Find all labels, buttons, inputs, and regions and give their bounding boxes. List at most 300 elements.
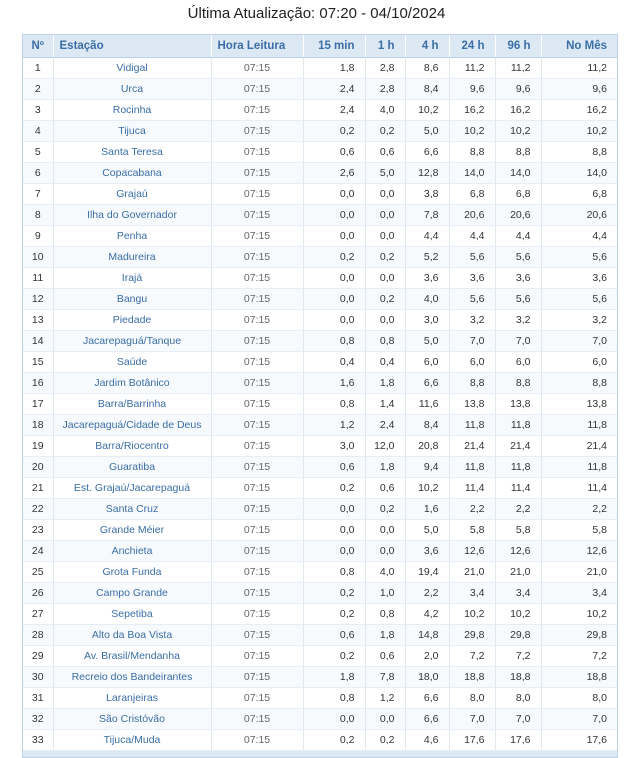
cell-15min: 0,2 [303,121,365,142]
cell-24h: 17,6 [449,730,495,751]
cell-station[interactable]: Sepetiba [53,604,211,625]
cell-num: 8 [23,205,53,226]
cell-time: 07:15 [211,583,303,604]
cell-96h: 8,8 [495,142,541,163]
cell-24h: 12,6 [449,541,495,562]
cell-4h: 11,6 [405,394,449,415]
cell-96h: 10,2 [495,121,541,142]
cell-station[interactable]: Est. Grajaú/Jacarepaguá [53,478,211,499]
header-num[interactable]: Nº [23,35,53,58]
cell-4h: 5,0 [405,121,449,142]
table-row [23,478,617,499]
cell-4h: 2,2 [405,583,449,604]
table-row [23,604,617,625]
cell-time: 07:15 [211,520,303,541]
rainfall-table [23,35,617,751]
cell-month: 11,2 [541,58,617,79]
cell-96h: 21,4 [495,436,541,457]
header-96h[interactable]: 96 h [495,35,541,58]
cell-4h: 1,6 [405,499,449,520]
table-row [23,184,617,205]
cell-15min: 0,8 [303,562,365,583]
cell-num: 3 [23,100,53,121]
table-row [23,667,617,688]
cell-month: 7,0 [541,331,617,352]
cell-96h: 16,2 [495,100,541,121]
cell-num: 29 [23,646,53,667]
cell-station[interactable]: Av. Brasil/Mendanha [53,646,211,667]
cell-station[interactable]: Saúde [53,352,211,373]
cell-4h: 6,0 [405,352,449,373]
page-title: Última Atualização: 07:20 - 04/10/2024 [187,5,446,22]
cell-time: 07:15 [211,205,303,226]
cell-station[interactable]: Recreio dos Bandeirantes [53,667,211,688]
cell-4h: 5,2 [405,247,449,268]
cell-96h: 6,8 [495,184,541,205]
cell-station[interactable]: Tijuca [53,121,211,142]
cell-4h: 4,2 [405,604,449,625]
cell-96h: 18,8 [495,667,541,688]
cell-15min: 3,0 [303,436,365,457]
cell-24h: 8,8 [449,373,495,394]
cell-4h: 8,6 [405,58,449,79]
cell-96h: 11,8 [495,415,541,436]
cell-4h: 8,4 [405,415,449,436]
cell-1h: 0,8 [365,604,405,625]
table-row [23,499,617,520]
cell-station[interactable]: Guaratiba [53,457,211,478]
table-row [23,373,617,394]
table-header-row [23,35,617,58]
table-row [23,562,617,583]
cell-month: 18,8 [541,667,617,688]
cell-4h: 3,8 [405,184,449,205]
cell-96h: 7,2 [495,646,541,667]
cell-time: 07:15 [211,457,303,478]
cell-24h: 6,0 [449,352,495,373]
cell-4h: 10,2 [405,478,449,499]
cell-1h: 0,2 [365,730,405,751]
cell-month: 6,8 [541,184,617,205]
cell-24h: 11,4 [449,478,495,499]
cell-96h: 29,8 [495,625,541,646]
cell-num: 13 [23,310,53,331]
header-1h[interactable]: 1 h [365,35,405,58]
cell-station[interactable]: Penha [53,226,211,247]
cell-1h: 0,8 [365,331,405,352]
cell-time: 07:15 [211,373,303,394]
cell-4h: 19,4 [405,562,449,583]
header-time[interactable]: Hora Leitura [211,35,303,58]
cell-num: 10 [23,247,53,268]
cell-num: 11 [23,268,53,289]
cell-time: 07:15 [211,730,303,751]
table-row [23,142,617,163]
cell-24h: 13,8 [449,394,495,415]
cell-1h: 0,0 [365,541,405,562]
cell-96h: 3,6 [495,268,541,289]
cell-1h: 0,0 [365,184,405,205]
table-row [23,289,617,310]
cell-15min: 0,0 [303,709,365,730]
cell-station[interactable]: Piedade [53,310,211,331]
cell-96h: 5,6 [495,247,541,268]
cell-15min: 0,0 [303,310,365,331]
cell-month: 11,8 [541,457,617,478]
cell-4h: 14,8 [405,625,449,646]
header-month[interactable]: No Mês [541,35,617,58]
cell-15min: 0,8 [303,688,365,709]
cell-month: 10,2 [541,121,617,142]
cell-4h: 6,6 [405,373,449,394]
cell-station[interactable]: Barra/Barrinha [53,394,211,415]
cell-station[interactable]: Tijuca/Muda [53,730,211,751]
cell-24h: 14,0 [449,163,495,184]
cell-15min: 2,4 [303,79,365,100]
cell-num: 5 [23,142,53,163]
cell-15min: 0,0 [303,499,365,520]
cell-station[interactable]: Grota Funda [53,562,211,583]
cell-24h: 3,6 [449,268,495,289]
cell-month: 6,0 [541,352,617,373]
table-row [23,436,617,457]
cell-96h: 13,8 [495,394,541,415]
cell-96h: 7,0 [495,709,541,730]
cell-4h: 6,6 [405,688,449,709]
cell-24h: 21,0 [449,562,495,583]
table-row [23,646,617,667]
cell-15min: 2,6 [303,163,365,184]
cell-time: 07:15 [211,58,303,79]
cell-96h: 17,6 [495,730,541,751]
cell-24h: 11,8 [449,415,495,436]
cell-month: 4,4 [541,226,617,247]
cell-month: 21,0 [541,562,617,583]
cell-time: 07:15 [211,394,303,415]
cell-15min: 0,6 [303,142,365,163]
cell-num: 31 [23,688,53,709]
header-15min[interactable]: 15 min [303,35,365,58]
cell-month: 9,6 [541,79,617,100]
cell-15min: 0,2 [303,646,365,667]
cell-num: 15 [23,352,53,373]
cell-1h: 4,0 [365,100,405,121]
cell-time: 07:15 [211,541,303,562]
cell-96h: 5,8 [495,520,541,541]
cell-time: 07:15 [211,625,303,646]
cell-num: 18 [23,415,53,436]
cell-96h: 3,2 [495,310,541,331]
table-row [23,688,617,709]
cell-station[interactable]: Grande Méier [53,520,211,541]
cell-4h: 6,6 [405,142,449,163]
cell-24h: 3,4 [449,583,495,604]
cell-station[interactable]: Rocinha [53,100,211,121]
cell-24h: 7,0 [449,331,495,352]
cell-1h: 1,8 [365,457,405,478]
cell-station[interactable]: Jardim Botânico [53,373,211,394]
cell-num: 1 [23,58,53,79]
cell-station[interactable]: Anchieta [53,541,211,562]
cell-month: 14,0 [541,163,617,184]
cell-num: 23 [23,520,53,541]
cell-num: 12 [23,289,53,310]
cell-96h: 11,8 [495,457,541,478]
table-row [23,415,617,436]
table-body [23,58,617,751]
cell-15min: 0,0 [303,226,365,247]
cell-time: 07:15 [211,310,303,331]
cell-station[interactable]: Copacabana [53,163,211,184]
cell-24h: 9,6 [449,79,495,100]
cell-24h: 10,2 [449,121,495,142]
cell-month: 11,8 [541,415,617,436]
cell-15min: 0,2 [303,604,365,625]
cell-1h: 2,4 [365,415,405,436]
cell-time: 07:15 [211,709,303,730]
cell-1h: 1,4 [365,394,405,415]
cell-24h: 6,8 [449,184,495,205]
cell-num: 16 [23,373,53,394]
cell-time: 07:15 [211,331,303,352]
cell-96h: 14,0 [495,163,541,184]
cell-month: 10,2 [541,604,617,625]
cell-15min: 0,4 [303,352,365,373]
cell-num: 21 [23,478,53,499]
cell-15min: 0,2 [303,583,365,604]
cell-1h: 4,0 [365,562,405,583]
cell-month: 8,8 [541,142,617,163]
cell-1h: 5,0 [365,163,405,184]
table-row [23,226,617,247]
cell-96h: 3,4 [495,583,541,604]
cell-15min: 0,6 [303,457,365,478]
cell-1h: 7,8 [365,667,405,688]
cell-station[interactable]: São Cristóvão [53,709,211,730]
cell-1h: 12,0 [365,436,405,457]
cell-15min: 0,6 [303,625,365,646]
cell-month: 5,8 [541,520,617,541]
cell-month: 17,6 [541,730,617,751]
cell-24h: 5,8 [449,520,495,541]
cell-time: 07:15 [211,121,303,142]
cell-month: 5,6 [541,289,617,310]
cell-station[interactable]: Madureira [53,247,211,268]
cell-time: 07:15 [211,226,303,247]
cell-4h: 20,8 [405,436,449,457]
cell-1h: 0,0 [365,520,405,541]
table-row [23,541,617,562]
cell-time: 07:15 [211,142,303,163]
cell-month: 11,4 [541,478,617,499]
cell-num: 4 [23,121,53,142]
table-row [23,331,617,352]
cell-4h: 3,0 [405,310,449,331]
table-row [23,394,617,415]
cell-1h: 1,2 [365,688,405,709]
cell-time: 07:15 [211,562,303,583]
cell-15min: 2,4 [303,100,365,121]
cell-month: 3,4 [541,583,617,604]
cell-month: 3,6 [541,268,617,289]
cell-24h: 20,6 [449,205,495,226]
table-row [23,121,617,142]
cell-4h: 2,0 [405,646,449,667]
cell-24h: 7,2 [449,646,495,667]
cell-24h: 16,2 [449,100,495,121]
cell-time: 07:15 [211,289,303,310]
cell-month: 7,0 [541,709,617,730]
table-row [23,352,617,373]
cell-num: 28 [23,625,53,646]
cell-4h: 3,6 [405,268,449,289]
cell-1h: 0,2 [365,499,405,520]
cell-1h: 2,8 [365,58,405,79]
cell-station[interactable]: Jacarepaguá/Cidade de Deus [53,415,211,436]
header-24h[interactable]: 24 h [449,35,495,58]
cell-96h: 20,6 [495,205,541,226]
cell-1h: 1,0 [365,583,405,604]
cell-4h: 18,0 [405,667,449,688]
cell-num: 26 [23,583,53,604]
header-4h[interactable]: 4 h [405,35,449,58]
cell-num: 30 [23,667,53,688]
cell-num: 9 [23,226,53,247]
cell-24h: 29,8 [449,625,495,646]
table-row [23,709,617,730]
cell-1h: 0,2 [365,247,405,268]
cell-15min: 1,6 [303,373,365,394]
cell-station[interactable]: Grajaú [53,184,211,205]
cell-month: 12,6 [541,541,617,562]
cell-station[interactable]: Barra/Riocentro [53,436,211,457]
cell-station[interactable]: Jacarepaguá/Tanque [53,331,211,352]
cell-time: 07:15 [211,415,303,436]
cell-time: 07:15 [211,436,303,457]
cell-month: 3,2 [541,310,617,331]
cell-1h: 1,8 [365,625,405,646]
cell-1h: 0,2 [365,121,405,142]
cell-1h: 0,0 [365,205,405,226]
cell-24h: 11,8 [449,457,495,478]
cell-time: 07:15 [211,163,303,184]
table-row [23,520,617,541]
cell-15min: 1,8 [303,667,365,688]
cell-15min: 0,2 [303,730,365,751]
cell-4h: 5,0 [405,331,449,352]
cell-station[interactable]: Bangu [53,289,211,310]
cell-time: 07:15 [211,352,303,373]
header-station[interactable]: Estação [53,35,211,58]
table-row [23,583,617,604]
table-row [23,730,617,751]
cell-month: 8,8 [541,373,617,394]
cell-month: 8,0 [541,688,617,709]
cell-1h: 0,0 [365,709,405,730]
cell-24h: 3,2 [449,310,495,331]
cell-1h: 0,6 [365,646,405,667]
cell-1h: 1,8 [365,373,405,394]
cell-24h: 2,2 [449,499,495,520]
cell-24h: 4,4 [449,226,495,247]
cell-24h: 5,6 [449,289,495,310]
cell-4h: 4,0 [405,289,449,310]
cell-station[interactable]: Ilha do Governador [53,205,211,226]
cell-month: 29,8 [541,625,617,646]
cell-time: 07:15 [211,247,303,268]
cell-1h: 0,2 [365,289,405,310]
cell-month: 13,8 [541,394,617,415]
cell-4h: 7,8 [405,205,449,226]
cell-1h: 0,0 [365,310,405,331]
table-row [23,247,617,268]
cell-num: 2 [23,79,53,100]
cell-station[interactable]: Laranjeiras [53,688,211,709]
cell-24h: 21,4 [449,436,495,457]
cell-time: 07:15 [211,100,303,121]
cell-station[interactable]: Santa Cruz [53,499,211,520]
rainfall-table-container [22,34,618,758]
cell-24h: 8,8 [449,142,495,163]
cell-station[interactable]: Campo Grande [53,583,211,604]
cell-month: 2,2 [541,499,617,520]
cell-time: 07:15 [211,79,303,100]
cell-4h: 4,4 [405,226,449,247]
cell-96h: 7,0 [495,331,541,352]
cell-96h: 9,6 [495,79,541,100]
cell-15min: 0,0 [303,520,365,541]
cell-1h: 0,6 [365,142,405,163]
cell-month: 20,6 [541,205,617,226]
cell-96h: 2,2 [495,499,541,520]
cell-1h: 2,8 [365,79,405,100]
cell-96h: 8,0 [495,688,541,709]
cell-96h: 12,6 [495,541,541,562]
table-row [23,310,617,331]
cell-num: 27 [23,604,53,625]
cell-24h: 11,2 [449,58,495,79]
cell-station[interactable]: Vidigal [53,58,211,79]
cell-15min: 0,8 [303,331,365,352]
cell-station[interactable]: Santa Teresa [53,142,211,163]
cell-station[interactable]: Urca [53,79,211,100]
cell-96h: 8,8 [495,373,541,394]
cell-15min: 0,0 [303,184,365,205]
table-row [23,268,617,289]
cell-15min: 0,2 [303,247,365,268]
cell-24h: 8,0 [449,688,495,709]
cell-1h: 0,0 [365,268,405,289]
cell-96h: 11,4 [495,478,541,499]
cell-station[interactable]: Irajá [53,268,211,289]
cell-1h: 0,0 [365,226,405,247]
table-row [23,100,617,121]
cell-time: 07:15 [211,184,303,205]
cell-month: 16,2 [541,100,617,121]
cell-1h: 0,4 [365,352,405,373]
cell-station[interactable]: Alto da Boa Vista [53,625,211,646]
table-bottom-strip [23,751,617,757]
cell-24h: 7,0 [449,709,495,730]
cell-4h: 6,6 [405,709,449,730]
table-row [23,457,617,478]
cell-15min: 0,8 [303,394,365,415]
cell-4h: 5,0 [405,520,449,541]
cell-24h: 18,8 [449,667,495,688]
cell-num: 24 [23,541,53,562]
table-row [23,58,617,79]
cell-15min: 0,0 [303,205,365,226]
